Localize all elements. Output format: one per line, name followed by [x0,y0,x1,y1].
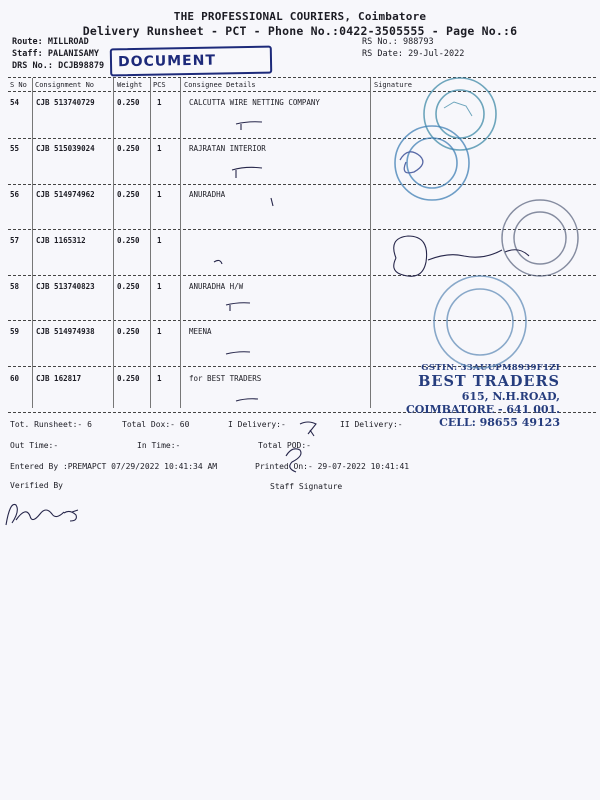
handwritten-marks [6,122,529,525]
drs-value: DCJB98879 [58,61,105,71]
col-pcs: PCS [153,81,166,89]
row-sno: 60 [10,374,20,383]
stamp-cell: CELL: 98655 49123 [439,416,560,429]
col-consignment: Consignment No [35,81,95,89]
row-pcs: 1 [157,190,162,199]
row-weight: 0.250 [117,144,140,153]
document-delivery-stamp: DOCUMENT [110,46,272,77]
total-dox: Total Dox:- 60 [122,420,190,429]
row-sno: 58 [10,282,20,291]
row-consignee: RAJRATAN INTERIOR [189,144,266,153]
col-consignee: Consignee Details [184,81,256,89]
col-weight: Weight [117,81,143,89]
row-pcs: 1 [157,374,162,383]
round-stamp-bottom [434,276,526,368]
row-pcs: 1 [157,327,162,336]
row-pcs: 1 [157,98,162,107]
row-sno: 55 [10,144,20,153]
ii-delivery: II Delivery:- [340,420,403,429]
col-sno: S No [10,81,27,89]
row-weight: 0.250 [117,374,140,383]
round-stamp-anuradha [502,200,578,276]
row-consignment: CJB 162817 [36,374,82,383]
row-pcs: 1 [157,282,162,291]
row-sno: 54 [10,98,20,107]
runsheet-subtitle: Delivery Runsheet - PCT - Phone No.:0422-3505555 - Page No.:6 [82,24,518,38]
row-consignment: CJB 514974962 [36,190,95,199]
drs-label: DRS No.: [12,61,53,71]
row-pcs: 1 [157,236,162,245]
rs-no-label: RS No.: [362,37,398,47]
row-weight: 0.250 [117,236,140,245]
rs-date-value: 29-Jul-2022 [408,49,465,59]
staff-label: Staff: [12,49,43,59]
i-delivery: I Delivery:- [228,420,286,429]
out-time: Out Time:- [10,441,59,450]
stamp-address2: COIMBATORE - 641 001. [406,403,560,416]
row-pcs: 1 [157,144,162,153]
row-weight: 0.250 [117,327,140,336]
row-consignee: CALCUTTA WIRE NETTING COMPANY [189,98,320,107]
staff-signature-label: Staff Signature [270,482,343,491]
row-consignment: CJB 513740823 [36,282,95,291]
in-time: In Time:- [137,441,181,450]
row-sno: 56 [10,190,20,199]
row-consignment: CJB 1165312 [36,236,86,245]
row-consignee: MEENA [189,327,212,336]
rs-no-value: 988793 [402,37,434,47]
col-signature: Signature [374,81,412,89]
route-label: Route: [12,37,43,47]
total-pod: Total POD:- [258,441,311,450]
staff-value: PALANISAMY [47,49,100,59]
stamp-address1: 615, N.H.ROAD, [461,390,560,403]
stamp-name: BEST TRADERS [418,373,560,390]
entered-by: Entered By :PREMAPCT 07/29/2022 10:41:34 AM [10,462,218,471]
route-value: MILLROAD [47,37,89,47]
row-consignment: CJB 513740729 [36,98,95,107]
row-weight: 0.250 [117,282,140,291]
row-weight: 0.250 [117,98,140,107]
verified-by: Verified By [10,481,63,490]
stamp-gstin: GSTIN: 33AUUPM8939F1ZI [421,363,560,373]
row-consignee: for BEST TRADERS [189,374,262,383]
row-consignment: CJB 514974938 [36,327,95,336]
row-sno: 59 [10,327,20,336]
row-consignee: ANURADHA [189,190,226,199]
row-consignment: CJB 515039024 [36,144,95,153]
rs-date-label: RS Date: [362,49,403,59]
company-title: THE PROFESSIONAL COURIERS, Coimbatore [173,10,427,23]
row-weight: 0.250 [117,190,140,199]
tot-runsheet: Tot. Runsheet:- 6 [10,420,92,429]
row-sno: 57 [10,236,20,245]
row-consignee: ANURADHA H/W [189,282,244,291]
printed-on: Printed On:- 29-07-2022 10:41:41 [255,462,410,471]
